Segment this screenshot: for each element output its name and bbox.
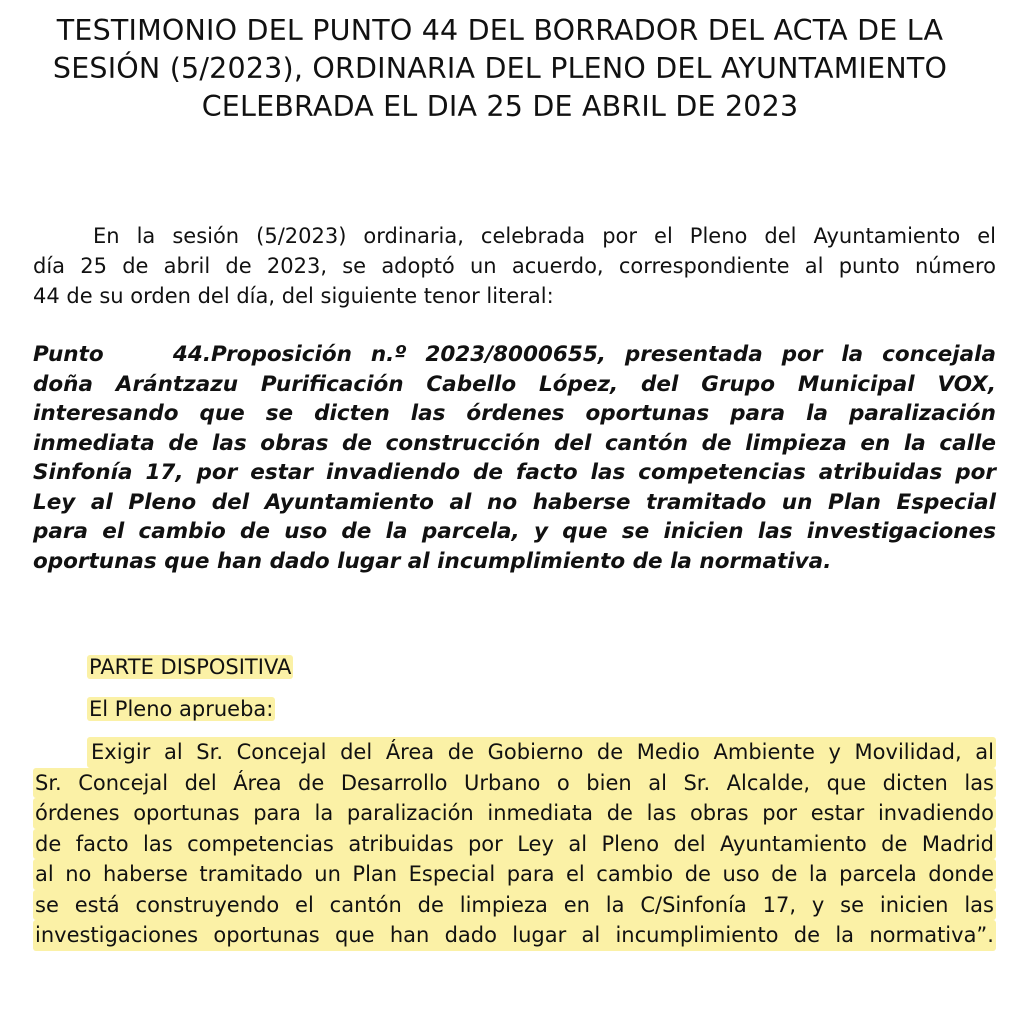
punto-line-1 (33, 340, 996, 370)
title-line-2: SESIÓN (5/2023), ORDINARIA DEL PLENO DEL AYUNTAMIENTO (52, 52, 948, 85)
punto-line-1-text: Proposición n.º 2023/8000655, presentada por la concejala (211, 342, 996, 367)
punto-line-6: Ley al Pleno del Ayuntamiento al no haberse tramitado un Plan Especial (33, 489, 996, 515)
resolution-line-1: Exigir al Sr. Concejal del Área de Gobierno de Medio Ambiente y Movilidad, al (87, 737, 996, 768)
punto-line-2: doña Arántzazu Purificación Cabello López, del Grupo Municipal VOX, (33, 371, 996, 397)
intro-paragraph (33, 221, 996, 311)
punto-line-3: interesando que se dicten las órdenes oportunas para la paralización (33, 401, 996, 426)
parte-dispositiva-heading (87, 652, 293, 682)
resolution-line-4: de facto las competencias atribuidas por Ley al Pleno del Ayuntamiento de Madrid (33, 829, 996, 860)
resolution-line-2: Sr. Concejal del Área de Desarrollo Urbano o bien al Sr. Alcalde, que dicten las (33, 768, 996, 799)
intro-line-1: En la sesión (5/2023) ordinaria, celebrada por el Pleno del Ayuntamiento el (93, 224, 996, 248)
parte-dispositiva-text: PARTE DISPOSITIVA (89, 655, 292, 679)
pleno-aprueba-text: El Pleno aprueba: (89, 697, 274, 721)
title-line-1: TESTIMONIO DEL PUNTO 44 DEL BORRADOR DEL ACTA DE LA (56, 14, 944, 47)
intro-line-2: día 25 de abril de 2023, se adoptó un acuerdo, correspondiente al punto número (33, 254, 996, 278)
pleno-aprueba-label (87, 694, 275, 724)
punto-line-4: inmediata de las obras de construcción del cantón de limpieza en la calle (33, 430, 996, 456)
punto-line-5: Sinfonía 17, por estar invadiendo de facto las competencias atribuidas por (33, 460, 996, 485)
intro-line-3: 44 de su orden del día, del siguiente tenor literal: (33, 284, 554, 308)
title-line-3: CELEBRADA EL DIA 25 DE ABRIL DE 2023 (201, 90, 799, 123)
resolution-line-6: se está construyendo el cantón de limpieza en la C/Sinfonía 17, y se inicien las (33, 890, 996, 921)
punto-line-7: para el cambio de uso de la parcela, y que se inicien las investigaciones (33, 519, 996, 544)
punto-label: Punto 44. (33, 342, 211, 367)
punto-line-8: oportunas que han dado lugar al incumplimiento de la normativa. (33, 548, 832, 574)
punto-44-proposition (33, 340, 996, 576)
document-title (0, 12, 1000, 126)
resolution-line-7: investigaciones oportunas que han dado lugar al incumplimiento de la normativa”. (33, 920, 996, 951)
resolution-line-3: órdenes oportunas para la paralización inmediata de las obras por estar invadiendo (33, 798, 996, 829)
resolution-line-5: al no haberse tramitado un Plan Especial para el cambio de uso de la parcela donde (33, 859, 996, 890)
resolution-paragraph (33, 737, 996, 951)
